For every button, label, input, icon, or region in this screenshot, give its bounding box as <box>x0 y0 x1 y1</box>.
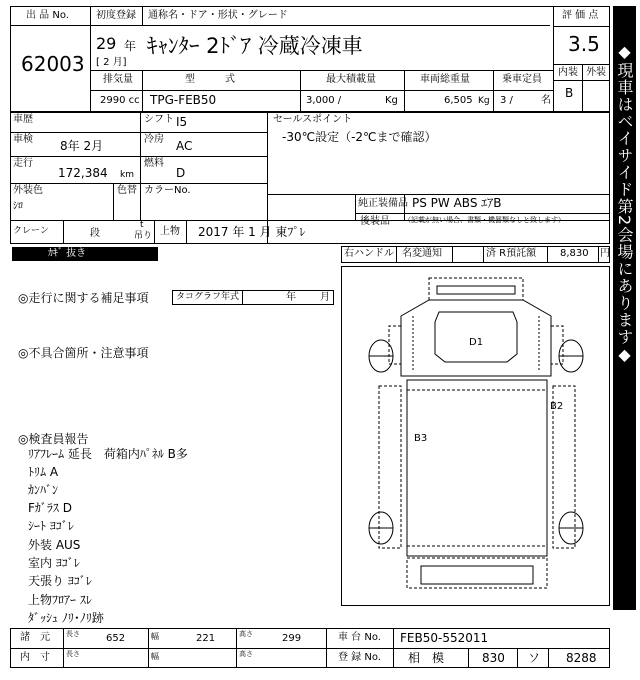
inspector-line: ｶﾝﾊﾞﾝ <box>28 483 59 497</box>
recycle-label: 済 R預託額 <box>486 248 537 259</box>
capacity: 3 / <box>500 95 513 106</box>
shift-value: I5 <box>176 115 188 129</box>
reg-number: 8288 <box>566 651 597 665</box>
loading-label: 上物 <box>160 226 180 237</box>
gross-weight-label: 車両総重量 <box>420 74 470 85</box>
vehicle-name: ｷｬﾝﾀｰ 2ﾄﾞｱ 冷蔵冷凍車 <box>147 34 363 58</box>
rear-bumper <box>421 566 533 584</box>
inspector-line: 外装 AUS <box>28 538 81 552</box>
displacement: 2990 cc <box>100 95 140 106</box>
reg-month: [ 2 月] <box>96 57 127 68</box>
inspector-line: ｼｰﾄ ﾖｺﾞﾚ <box>28 519 74 533</box>
fuel-value: D <box>176 166 186 180</box>
inner-width-label: 幅 <box>151 652 159 661</box>
ext-color-value: ｼﾛ <box>13 201 23 212</box>
reg-area: 相 模 <box>408 651 445 665</box>
aftermarket-note: （記載が無い場合、書類・機器類なしと致します） <box>404 216 565 224</box>
reg-kana: ソ <box>528 651 541 665</box>
tacho-year: 年 <box>286 292 296 303</box>
sales-point-label: セールスポイント <box>273 114 353 125</box>
first-reg-label: 初度登録 <box>96 10 136 21</box>
damage-code-b3: B3 <box>414 433 428 444</box>
reg-year-unit: 年 <box>124 39 137 53</box>
max-load-label: 最大積載量 <box>326 74 376 85</box>
crane-label: クレーン <box>13 226 49 236</box>
sales-point-text: -30℃設定（-2℃まで確認） <box>282 130 437 144</box>
score-value: 3.5 <box>568 32 600 56</box>
lot-number: 62003 <box>21 52 85 76</box>
loading-value: 2017 年 1 月 東ﾌﾟﾚ <box>198 225 306 239</box>
cargo-box-left <box>379 386 401 548</box>
venue-sidebar <box>613 6 636 610</box>
chassis-number: FEB50-552011 <box>400 631 489 645</box>
model-label: 型 式 <box>185 74 235 85</box>
tacho-month: 月 <box>320 292 330 303</box>
capacity-unit: 名 <box>541 95 551 106</box>
ac-value: AC <box>176 139 193 153</box>
inner-length-label: 長さ <box>66 650 80 658</box>
inspection-value: 8年 2月 <box>60 139 104 153</box>
length-value: 652 <box>106 633 126 644</box>
max-load-unit: Kg <box>385 95 398 106</box>
recycle-amount: 8,830 <box>560 248 589 259</box>
inner-dims-label: 内 寸 <box>20 652 50 663</box>
genuine-equip-value: PS PW ABS ｴｱB <box>412 196 502 210</box>
history-label: 車歴 <box>13 114 33 125</box>
name-change-label: 名変通知 <box>402 248 442 259</box>
mileage-value: 172,384 <box>58 166 108 180</box>
inspector-line: ﾀﾞｯｼｭ ﾉﾘ･ﾉﾘ跡 <box>28 611 104 625</box>
chassis-label: 車 台 No. <box>338 632 381 643</box>
reg-class: 830 <box>482 651 505 665</box>
cab-roof <box>429 278 523 300</box>
inspection-label: 車検 <box>13 134 33 145</box>
crane-hang: 吊り <box>134 231 153 241</box>
damage-code-d1: D1 <box>469 337 484 348</box>
displacement-label: 排気量 <box>103 74 133 85</box>
width-value: 221 <box>196 633 216 644</box>
interior-grade: B <box>565 86 574 100</box>
fuel-label: 燃料 <box>144 158 164 169</box>
inspector-line: 室内 ﾖｺﾞﾚ <box>28 556 80 570</box>
reg-label: 登 録 No. <box>338 652 381 663</box>
model-code: TPG-FEB50 <box>150 93 217 107</box>
height-label: 高さ <box>239 630 253 638</box>
gross-weight: 6,505 <box>444 95 473 106</box>
genuine-equip-label: 純正装備品 <box>358 198 408 209</box>
key-removed-badge <box>12 247 158 261</box>
interior-label: 内装 <box>558 67 578 78</box>
mileage-unit: km <box>120 170 134 180</box>
ac-label: 冷房 <box>144 134 164 145</box>
inspector-label: ◎検査員報告 <box>18 432 89 446</box>
length-label: 長さ <box>66 630 80 638</box>
cab-roof-inner <box>437 286 515 294</box>
lot-label: 出 品 No. <box>26 10 69 21</box>
steering-value: 右ハンドル <box>344 248 394 259</box>
key-removed-label: ｶｷﾞ 抜き <box>48 248 87 259</box>
inner-height-label: 高さ <box>239 650 253 658</box>
crane-stage: 段 <box>90 228 100 239</box>
crane-ton: t <box>140 220 144 230</box>
defects-label: ◎不具合箇所・注意事項 <box>18 346 149 360</box>
width-label: 幅 <box>151 632 159 641</box>
exterior-label: 外装 <box>586 67 606 78</box>
venue-sidebar-text: ◆現車はベイサイド第2会場にあります◆ <box>615 42 634 366</box>
vehicle-name-label: 通称名・ドア・形状・グレード <box>148 10 288 21</box>
ext-color-label: 外装色 <box>13 185 43 196</box>
max-load: 3,000 / <box>306 95 342 106</box>
driving-notes-label: ◎走行に関する補足事項 <box>18 291 149 305</box>
inspector-line: ﾘｱﾌﾚｰﾑ 延長 荷箱内ﾊﾟﾈﾙ B多 <box>28 447 188 461</box>
damage-code-b2: B2 <box>550 401 564 412</box>
tacho-label: タコグラフ年式 <box>176 292 240 302</box>
dims-label: 諸 元 <box>20 632 50 643</box>
inspector-line: 天張り ﾖｺﾞﾚ <box>28 574 92 588</box>
mileage-label: 走行 <box>13 158 33 169</box>
recycle-unit: 円 <box>600 248 610 259</box>
shift-label: シフト <box>144 114 174 125</box>
capacity-label: 乗車定員 <box>502 74 542 85</box>
aftermarket-label: 後装品 <box>360 216 390 227</box>
score-label: 評 価 点 <box>562 10 599 21</box>
gross-weight-unit: Kg <box>478 96 490 106</box>
inspector-line: 上物ﾌﾛｱｰ ｽﾚ <box>28 593 92 607</box>
cargo-box <box>407 380 547 556</box>
color-no-label: 色替 <box>117 185 137 196</box>
color-code-label: カラーNo. <box>144 185 191 196</box>
height-value: 299 <box>282 633 302 644</box>
inspector-line: Fｶﾞﾗｽ D <box>28 501 72 515</box>
inspector-line: ﾄﾘﾑ A <box>28 465 59 479</box>
reg-year: 29 <box>96 34 117 53</box>
truck-diagram <box>341 266 610 606</box>
